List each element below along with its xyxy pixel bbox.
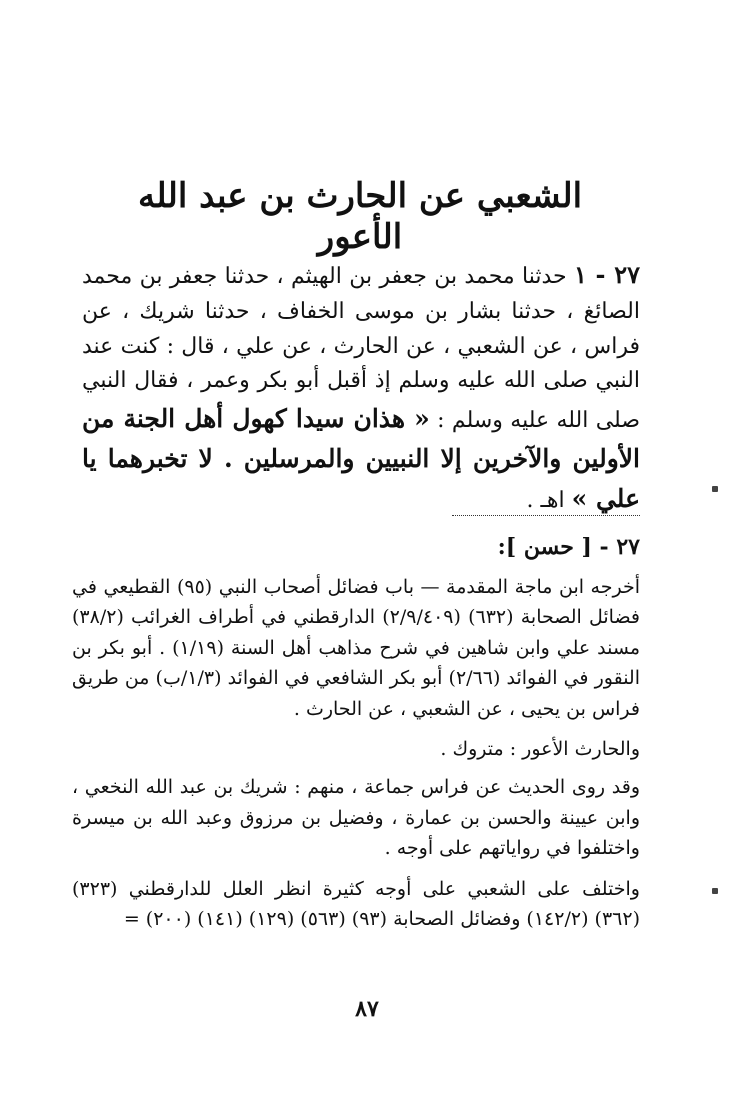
hadith-text — [82, 256, 640, 518]
hadith-isnad: حدثنا محمد بن جعفر بن الهيثم ، حدثنا جعفر بن محمد الصائغ ، حدثنا بشار بن موسى الخفاف ، حدثنا شريك ، عن فراس ، عن الشعبي ، عن الحارث ، عن علي ، قال : كنت عند النبي صلى الله عليه وسلم إذ أقبل أبو بكر وعمر ، فقال النبي صلى الله عليه وسلم : — [82, 264, 641, 433]
footnote-paragraph: أخرجه ابن ماجة المقدمة — باب فضائل أصحاب النبي (٩٥) القطيعي في فضائل الصحابة (٦٣٢) (٢/٩/٤٠٩) الدارقطني في أطراف الغرائب (٣٨/٢) مسند علي وابن شاهين في شرح مذاهب أهل السنة (١/١٩) . أبو بكر بن النقور في الفوائد (٢/٦٦) أبو بكر الشافعي في الفوائد (١/٣/ب) من طريق فراس بن يحيى ، عن الشعبي ، عن الحارث . — [72, 576, 641, 720]
footnote-paragraph: والحارث الأعور : متروك . — [440, 737, 640, 760]
hadith-number: ٢٧ - ١ — [573, 260, 640, 289]
footnote-grade: ٢٧ - [ حسن ]: — [497, 534, 640, 560]
scan-mark — [712, 888, 718, 894]
hadith-quote: « هذان سيدا كهول أهل الجنة من الأولين والآخرين إلا النبيين والمرسلين . لا تخبرهما يا علي » — [82, 404, 640, 513]
hadith-ending: اهـ . — [526, 487, 565, 513]
page-number: ٨٧ — [355, 996, 379, 1022]
footnote-divider — [452, 515, 640, 516]
chapter-title: الشعبي عن الحارث بن عبد الله الأعور — [137, 176, 583, 257]
footnotes — [72, 572, 640, 944]
footnote-paragraph: واختلف على الشعبي على أوجه كثيرة انظر العلل للدارقطني (٣٢٣) (٣٦٢) (١٤٢/٢) وفضائل الصحابة (٩٣) (٥٦٣) (١٢٩) (١٤١) (٢٠٠) = — [72, 877, 640, 930]
footnote-paragraph: وقد روى الحديث عن فراس جماعة ، منهم : شريك بن عبد الله النخعي ، وابن عيينة والحسن بن عمارة ، وفضيل بن مرزوق وعبد الله بن ميسرة واختلفوا في رواياتهم على أوجه . — [72, 776, 640, 860]
scan-mark — [712, 486, 718, 492]
